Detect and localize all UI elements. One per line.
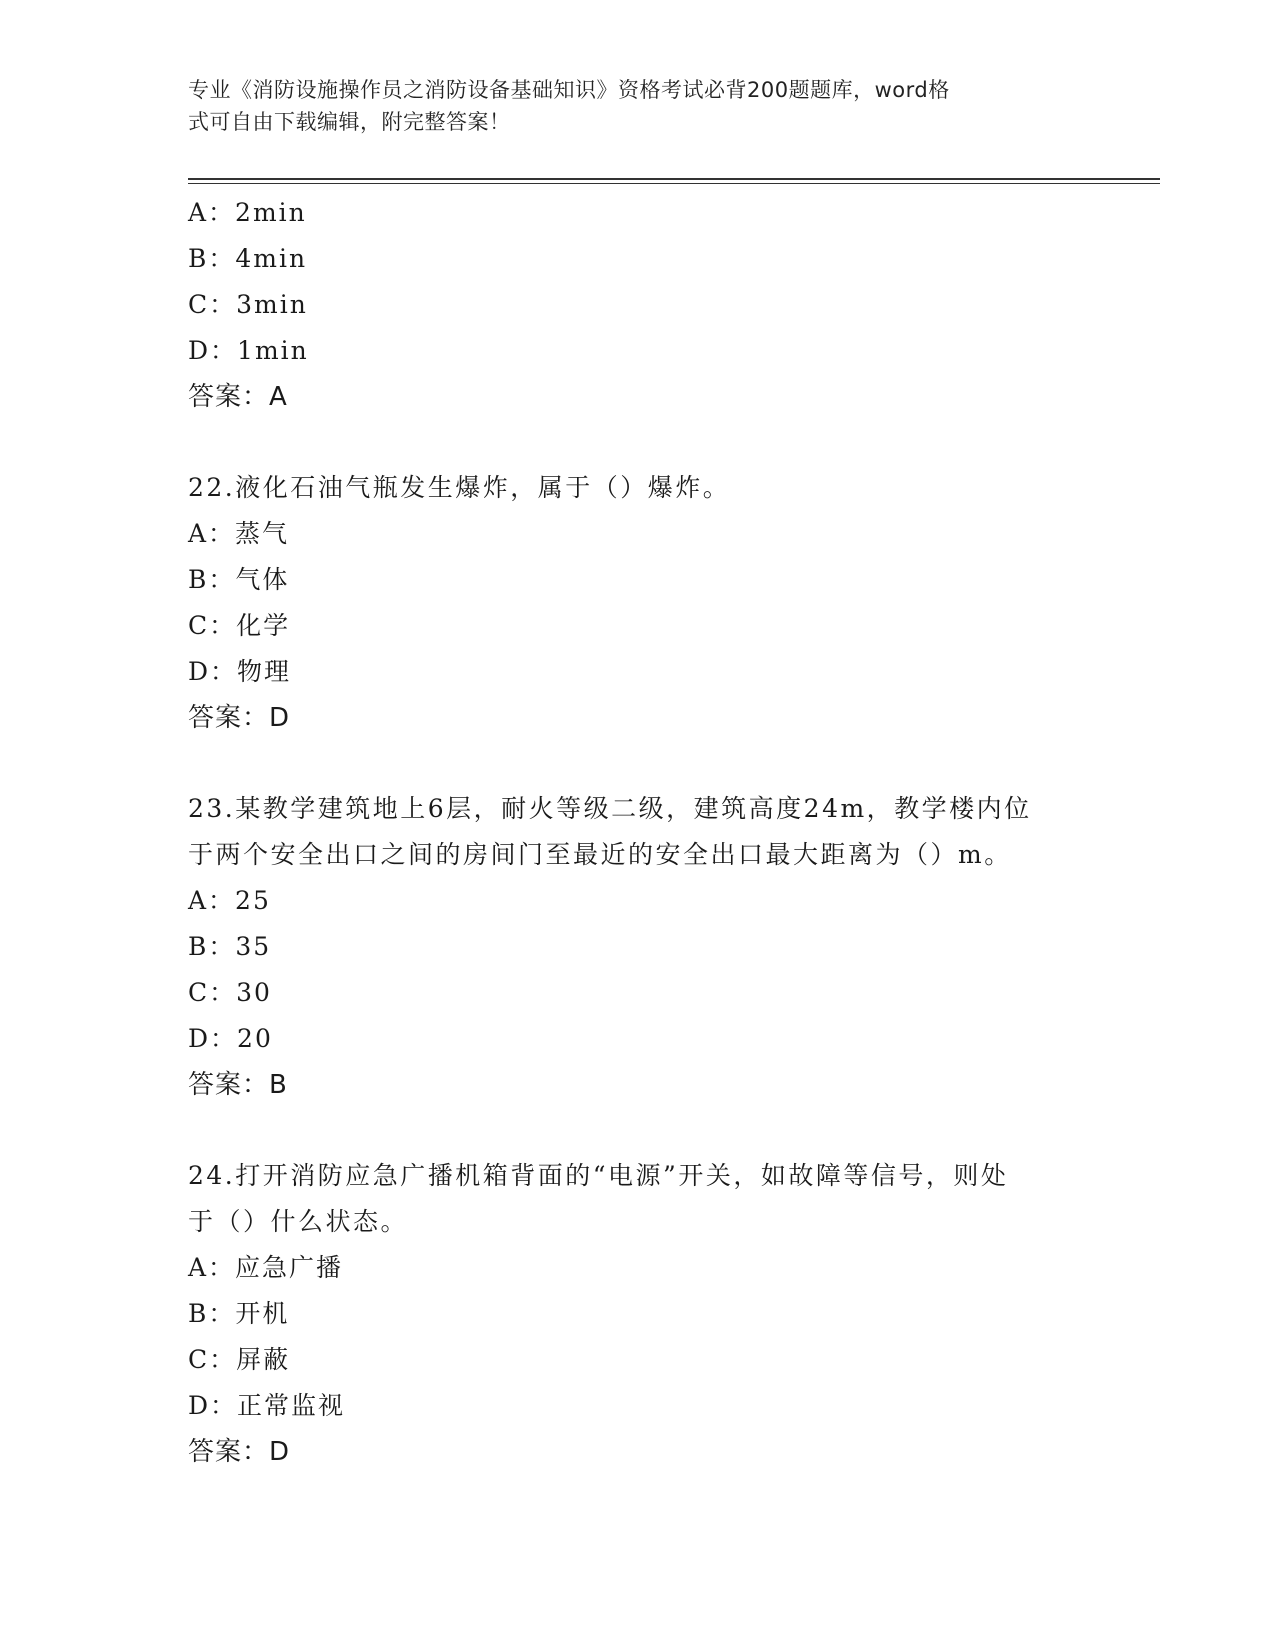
option-b: B：35 xyxy=(188,932,272,961)
question-stem-line-1: 24.打开消防应急广播机箱背面的“电源”开关，如故障等信号，则处 xyxy=(188,1161,1009,1190)
option-b: B：开机 xyxy=(188,1299,290,1328)
option-d: D：物理 xyxy=(188,657,292,686)
question-22 xyxy=(188,465,1088,741)
option-a: A：蒸气 xyxy=(188,519,290,548)
answer-line: 答案：D xyxy=(188,1437,291,1467)
option-c: C：化学 xyxy=(188,611,291,640)
question-stem: 22.液化石油气瓶发生爆炸，属于（）爆炸。 xyxy=(188,473,731,502)
option-a: A：25 xyxy=(188,886,271,915)
option-c: C：30 xyxy=(188,978,272,1007)
option-b: B：气体 xyxy=(188,565,290,594)
question-spacer xyxy=(188,1108,1088,1153)
question-23 xyxy=(188,786,1088,1108)
header-divider-thin xyxy=(188,183,1160,184)
question-stem-line-1: 23.某教学建筑地上6层，耐火等级二级，建筑高度24m，教学楼内位 xyxy=(188,794,1032,823)
question-stem-line-2: 于（）什么状态。 xyxy=(188,1207,409,1236)
question-spacer xyxy=(188,420,1088,465)
question-list xyxy=(188,190,1088,1475)
header-line-1: 专业《消防设施操作员之消防设备基础知识》资格考试必背200题题库，word格 xyxy=(188,78,950,102)
header-divider-thick xyxy=(188,178,1160,180)
option-d: D：20 xyxy=(188,1024,273,1053)
option-c: C：3min xyxy=(188,290,308,319)
question-24 xyxy=(188,1153,1088,1475)
document-header xyxy=(188,74,1068,138)
option-a: A：2min xyxy=(188,198,307,227)
answer-line: 答案：D xyxy=(188,703,291,733)
answer-line: 答案：A xyxy=(188,382,288,412)
option-a: A：应急广播 xyxy=(188,1253,344,1282)
option-d: D：正常监视 xyxy=(188,1391,346,1420)
question-spacer xyxy=(188,741,1088,786)
question-stem-line-2: 于两个安全出口之间的房间门至最近的安全出口最大距离为（）m。 xyxy=(188,840,1012,869)
option-c: C：屏蔽 xyxy=(188,1345,291,1374)
answer-line: 答案：B xyxy=(188,1070,288,1100)
option-d: D：1min xyxy=(188,336,309,365)
header-line-2: 式可自由下载编辑，附完整答案！ xyxy=(188,110,511,134)
question-21 xyxy=(188,190,1088,420)
option-b: B：4min xyxy=(188,244,308,273)
